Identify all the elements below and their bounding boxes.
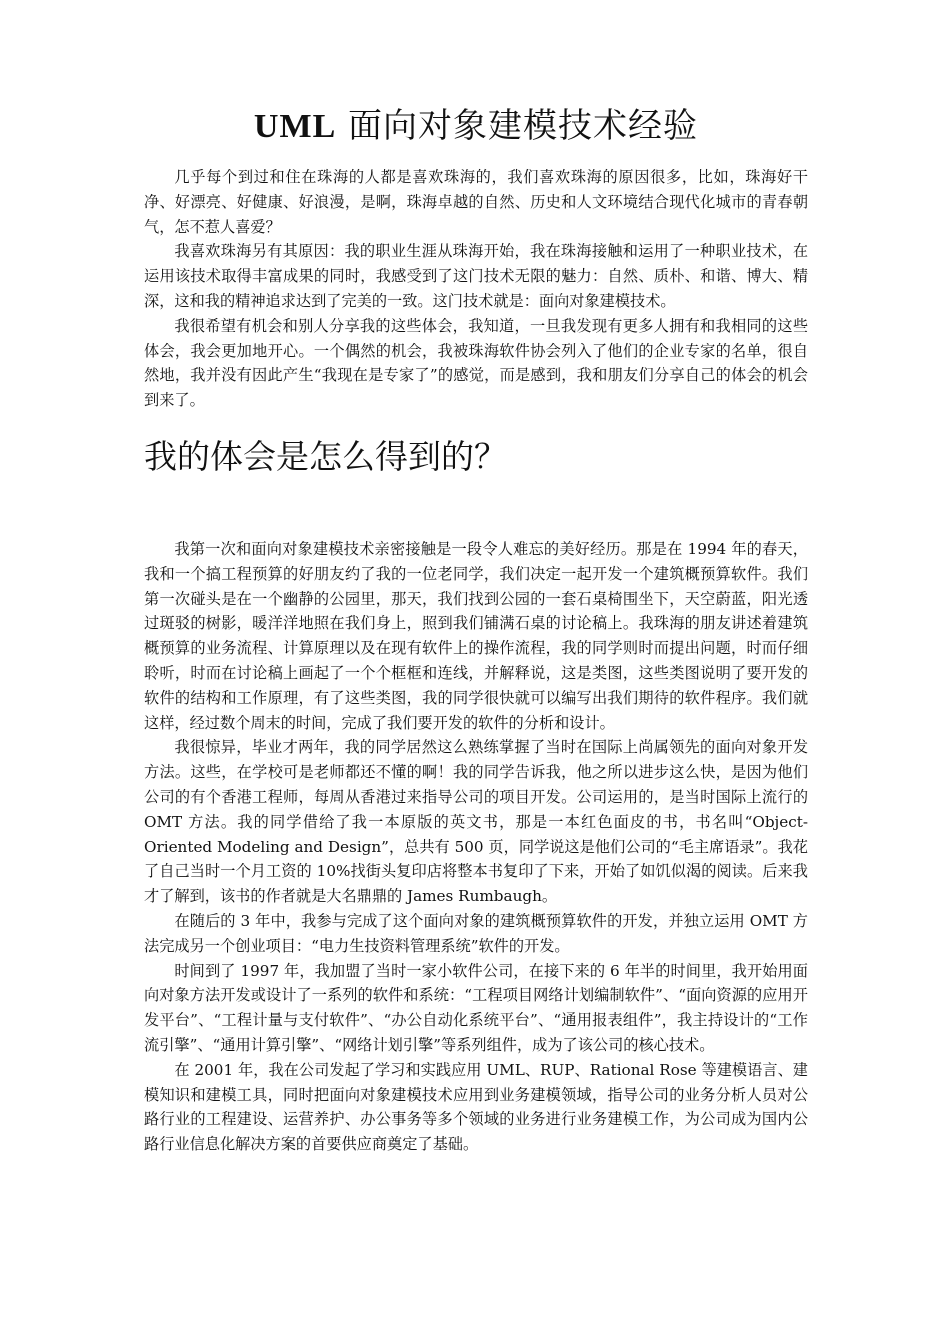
- document-page: [144, 100, 808, 1157]
- title-chinese-part: 面向对象建模技术经验: [336, 106, 699, 146]
- section-paragraph-4: 时间到了 1997 年，我加盟了当时一家小软件公司，在接下来的 6 年半的时间里，我开始用面向对象方法开发或设计了一系列的软件和系统：“工程项目网络计划编制软件”、“面向资源的应用开发平台”、“工程计量与支付软件”、“办公自动化系统平台”、“通用报表组件”，我主持设计的“工作流引擎”、“通用计算引擎”、“网络计划引擎”等系列组件，成为了该公司的核心技术。: [144, 961, 808, 1054]
- section-paragraph-5: 在 2001 年，我在公司发起了学习和实践应用 UML、RUP、Rational Rose 等建模语言、建模知识和建模工具，同时把面向对象建模技术应用到业务建模领域，指导公司的业务分析人员对公路行业的工程建设、运营养护、办公事务等多个领域的业务进行业务建模工作，为公司成为国内公路行业信息化解决方案的首要供应商奠定了基础。: [144, 1060, 808, 1154]
- section-paragraph-1: 我第一次和面向对象建模技术亲密接触是一段令人难忘的美好经历。那是在 1994 年的春天，我和一个搞工程预算的好朋友约了我的一位老同学，我们决定一起开发一个建筑概预算软件。我们第一次碰头是在一个幽静的公园里，那天，我们找到公园的一套石桌椅围坐下，天空蔚蓝，阳光透过斑驳的树影，暖洋洋地照在我们身上，照到我们铺满石桌的讨论稿上。我珠海的朋友讲述着建筑概预算的业务流程、计算原理以及在现有软件上的操作流程，我的同学则时而提出问题，时而仔细聆听，时而在讨论稿上画起了一个个框框和连线，并解释说，这是类图，这些类图说明了要开发的软件的结构和工作原理，有了这些类图，我的同学很快就可以编写出我们期待的软件程序。我们就这样，经过数个周末的时间，完成了我们要开发的软件的分析和设计。: [144, 539, 808, 732]
- section-paragraph-3: 在随后的 3 年中，我参与完成了这个面向对象的建筑概预算软件的开发，并独立运用 OMT 方法完成另一个创业项目：“电力生技资料管理系统”软件的开发。: [144, 911, 808, 955]
- section-paragraph-2: 我很惊异，毕业才两年，我的同学居然这么熟练掌握了当时在国际上尚属领先的面向对象开发方法。这些，在学校可是老师都还不懂的啊！我的同学告诉我，他之所以进步这么快，是因为他们公司的有个香港工程师，每周从香港过来指导公司的项目开发。公司运用的，是当时国际上流行的 OMT 方法。我的同学借给了我一本原版的英文书，那是一本红色面皮的书，书名叫“Object-Oriented Modeling and Design”，总共有 500 页，同学说这是他们公司的“毛主席语录”。我花了自己当时一个月工资的 10%找街头复印店将整本书复印了下来，开始了如饥似渴的阅读。后来我才了解到，该书的作者就是大名鼎鼎的 James Rumbaugh。: [144, 738, 808, 906]
- document-title: [144, 100, 808, 153]
- intro-paragraph-1: 几乎每个到过和住在珠海的人都是喜欢珠海的，我们喜欢珠海的原因很多，比如，珠海好干净、好漂亮、好健康、好浪漫，是啊，珠海卓越的自然、历史和人文环境结合现代化城市的青春朝气，怎不惹人喜爱？: [144, 168, 808, 236]
- intro-paragraph-2: 我喜欢珠海另有其原因：我的职业生涯从珠海开始，我在珠海接触和运用了一种职业技术，在运用该技术取得丰富成果的同时，我感受到了这门技术无限的魅力：自然、质朴、和谐、博大、精深，这和我的精神追求达到了完美的一致。这门技术就是：面向对象建模技术。: [144, 242, 808, 310]
- title-latin-part: UML: [253, 108, 337, 145]
- intro-paragraph-3: 我很希望有机会和别人分享我的这些体会，我知道，一旦我发现有更多人拥有和我相同的这些体会，我会更加地开心。一个偶然的机会，我被珠海软件协会列入了他们的企业专家的名单，很自然地，我并没有因此产生“我现在是专家了”的感觉，而是感到，我和朋友们分享自己的体会的机会到来了。: [144, 316, 808, 410]
- section-heading: 我的体会是怎么得到的？: [144, 436, 507, 476]
